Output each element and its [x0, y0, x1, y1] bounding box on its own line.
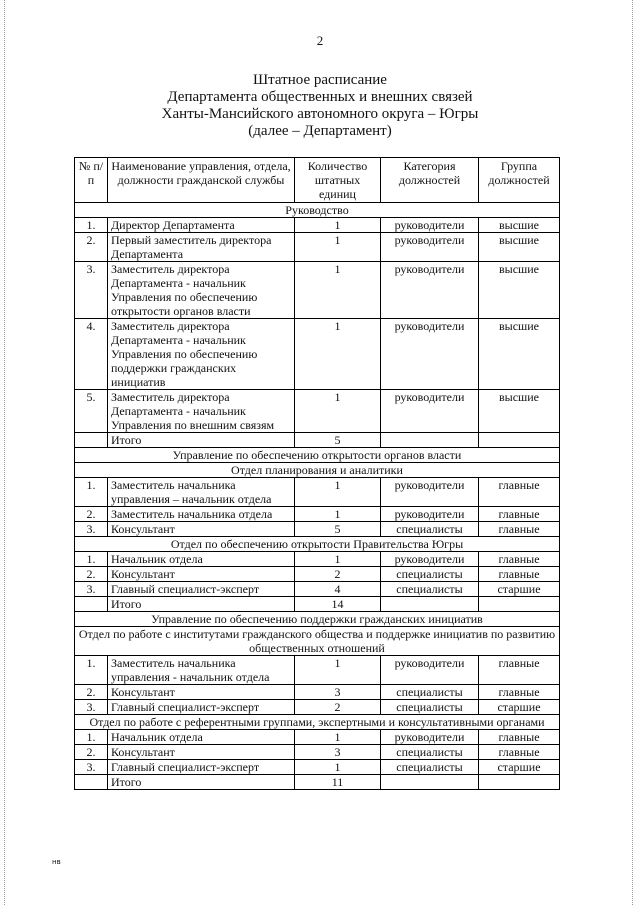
section-row: [75, 627, 560, 656]
position-name-cell: Главный специалист-эксперт: [108, 760, 295, 775]
staff-count-cell: 2: [295, 567, 381, 582]
position-name-cell: Консультант: [108, 745, 295, 760]
total-row: [75, 597, 560, 612]
section-row: [75, 463, 560, 478]
number-cell: 2.: [75, 567, 108, 582]
group-cell: [479, 775, 560, 790]
category-cell: руководители: [381, 656, 479, 685]
table-row: [75, 522, 560, 537]
category-cell: руководители: [381, 507, 479, 522]
number-cell: [75, 597, 108, 612]
number-cell: 4.: [75, 319, 108, 390]
staff-count-cell: 5: [295, 522, 381, 537]
group-cell: высшие: [479, 262, 560, 319]
position-name-cell: Начальник отдела: [108, 552, 295, 567]
total-label: Итого: [108, 433, 295, 448]
position-name-cell: Первый заместитель директора Департамента: [108, 233, 295, 262]
section-heading: Управление по обеспечению поддержки гражданских инициатив: [75, 612, 560, 627]
group-cell: высшие: [479, 390, 560, 433]
title-line: Департамента общественных и внешних связей: [167, 89, 473, 105]
table-row: [75, 552, 560, 567]
position-name-cell: Заместитель начальника отдела: [108, 507, 295, 522]
table-row: [75, 390, 560, 433]
footer-mark: нв: [52, 858, 61, 866]
table-row: [75, 218, 560, 233]
section-heading: Управление по обеспечению открытости органов власти: [75, 448, 560, 463]
number-cell: 1.: [75, 218, 108, 233]
total-count: 5: [295, 433, 381, 448]
header-category: Категория должностей: [381, 158, 479, 203]
group-cell: главные: [479, 552, 560, 567]
staff-count-cell: 3: [295, 745, 381, 760]
group-cell: высшие: [479, 233, 560, 262]
number-cell: 1.: [75, 656, 108, 685]
table-header-row: [75, 158, 560, 203]
category-cell: [381, 433, 479, 448]
total-count: 14: [295, 597, 381, 612]
number-cell: 1.: [75, 730, 108, 745]
category-cell: руководители: [381, 552, 479, 567]
position-name-cell: Консультант: [108, 685, 295, 700]
title-line: Штатное расписание: [253, 72, 387, 88]
group-cell: [479, 433, 560, 448]
staff-count-cell: 1: [295, 262, 381, 319]
group-cell: главные: [479, 522, 560, 537]
table-row: [75, 745, 560, 760]
section-heading: Отдел планирования и аналитики: [75, 463, 560, 478]
category-cell: специалисты: [381, 582, 479, 597]
number-cell: 1.: [75, 552, 108, 567]
group-cell: старшие: [479, 582, 560, 597]
table-row: [75, 760, 560, 775]
staff-count-cell: 1: [295, 760, 381, 775]
section-heading: Отдел по обеспечению открытости Правительства Югры: [75, 537, 560, 552]
group-cell: главные: [479, 507, 560, 522]
category-cell: руководители: [381, 319, 479, 390]
total-label: Итого: [108, 597, 295, 612]
position-name-cell: Заместитель начальника управления – начальник отдела: [108, 478, 295, 507]
number-cell: 5.: [75, 390, 108, 433]
staff-count-cell: 1: [295, 390, 381, 433]
number-cell: [75, 775, 108, 790]
category-cell: руководители: [381, 478, 479, 507]
table-body: [75, 203, 560, 790]
category-cell: специалисты: [381, 522, 479, 537]
section-row: [75, 715, 560, 730]
category-cell: руководители: [381, 233, 479, 262]
group-cell: главные: [479, 745, 560, 760]
staff-count-cell: 1: [295, 730, 381, 745]
table-row: [75, 233, 560, 262]
section-heading: Руководство: [75, 203, 560, 218]
category-cell: [381, 597, 479, 612]
total-label: Итого: [108, 775, 295, 790]
position-name-cell: Директор Департамента: [108, 218, 295, 233]
table-row: [75, 730, 560, 745]
category-cell: специалисты: [381, 745, 479, 760]
number-cell: 2.: [75, 685, 108, 700]
group-cell: главные: [479, 730, 560, 745]
staff-count-cell: 1: [295, 478, 381, 507]
header-group: Группа должностей: [479, 158, 560, 203]
table-row: [75, 567, 560, 582]
category-cell: руководители: [381, 218, 479, 233]
title-line: (далее – Департамент): [248, 123, 392, 139]
section-heading: Отдел по работе с институтами гражданского общества и поддержке инициатив по развитию общественных отношений: [75, 627, 560, 656]
group-cell: высшие: [479, 218, 560, 233]
number-cell: 2.: [75, 233, 108, 262]
staff-count-cell: 1: [295, 218, 381, 233]
section-row: [75, 448, 560, 463]
category-cell: руководители: [381, 730, 479, 745]
group-cell: главные: [479, 478, 560, 507]
category-cell: руководители: [381, 262, 479, 319]
group-cell: главные: [479, 685, 560, 700]
position-name-cell: Консультант: [108, 522, 295, 537]
number-cell: 3.: [75, 582, 108, 597]
staff-count-cell: 1: [295, 319, 381, 390]
staff-count-cell: 1: [295, 507, 381, 522]
table-row: [75, 507, 560, 522]
staff-count-cell: 3: [295, 685, 381, 700]
section-row: [75, 612, 560, 627]
table-row: [75, 685, 560, 700]
table-row: [75, 656, 560, 685]
header-staff-count: Количество штатных единиц: [295, 158, 381, 203]
group-cell: главные: [479, 567, 560, 582]
number-cell: 3.: [75, 760, 108, 775]
group-cell: главные: [479, 656, 560, 685]
number-cell: 3.: [75, 262, 108, 319]
group-cell: старшие: [479, 760, 560, 775]
number-cell: 2.: [75, 745, 108, 760]
category-cell: специалисты: [381, 685, 479, 700]
section-row: [75, 203, 560, 218]
total-count: 11: [295, 775, 381, 790]
position-name-cell: Главный специалист-эксперт: [108, 582, 295, 597]
position-name-cell: Заместитель директора Департамента - начальник Управления по обеспечению открытости органов власти: [108, 262, 295, 319]
number-cell: 1.: [75, 478, 108, 507]
section-row: [75, 537, 560, 552]
category-cell: руководители: [381, 390, 479, 433]
section-heading: Отдел по работе с референтными группами, экспертными и консультативными органами: [75, 715, 560, 730]
staffing-table: [74, 157, 560, 790]
group-cell: высшие: [479, 319, 560, 390]
category-cell: специалисты: [381, 760, 479, 775]
position-name-cell: Заместитель начальника управления - начальник отдела: [108, 656, 295, 685]
header-number: № п/п: [75, 158, 108, 203]
table-row: [75, 262, 560, 319]
number-cell: 2.: [75, 507, 108, 522]
group-cell: [479, 597, 560, 612]
table-row: [75, 700, 560, 715]
position-name-cell: Главный специалист-эксперт: [108, 700, 295, 715]
position-name-cell: Заместитель директора Департамента - начальник Управления по внешним связям: [108, 390, 295, 433]
number-cell: 3.: [75, 700, 108, 715]
total-row: [75, 433, 560, 448]
group-cell: старшие: [479, 700, 560, 715]
table-row: [75, 582, 560, 597]
table-row: [75, 478, 560, 507]
staff-count-cell: 1: [295, 233, 381, 262]
category-cell: специалисты: [381, 567, 479, 582]
category-cell: [381, 775, 479, 790]
total-row: [75, 775, 560, 790]
number-cell: [75, 433, 108, 448]
title-line: Ханты-Мансийского автономного округа – Югры: [161, 106, 479, 122]
staff-count-cell: 1: [295, 552, 381, 567]
number-cell: 3.: [75, 522, 108, 537]
table-row: [75, 319, 560, 390]
page-number: 2: [316, 33, 324, 48]
position-name-cell: Консультант: [108, 567, 295, 582]
category-cell: специалисты: [381, 700, 479, 715]
position-name-cell: Начальник отдела: [108, 730, 295, 745]
staff-count-cell: 2: [295, 700, 381, 715]
header-position-name: Наименование управления, отдела, должности гражданской службы: [108, 158, 295, 203]
document-title: [0, 72, 640, 140]
staff-count-cell: 4: [295, 582, 381, 597]
staff-count-cell: 1: [295, 656, 381, 685]
position-name-cell: Заместитель директора Департамента - начальник Управления по обеспечению поддержки гражданских инициатив: [108, 319, 295, 390]
